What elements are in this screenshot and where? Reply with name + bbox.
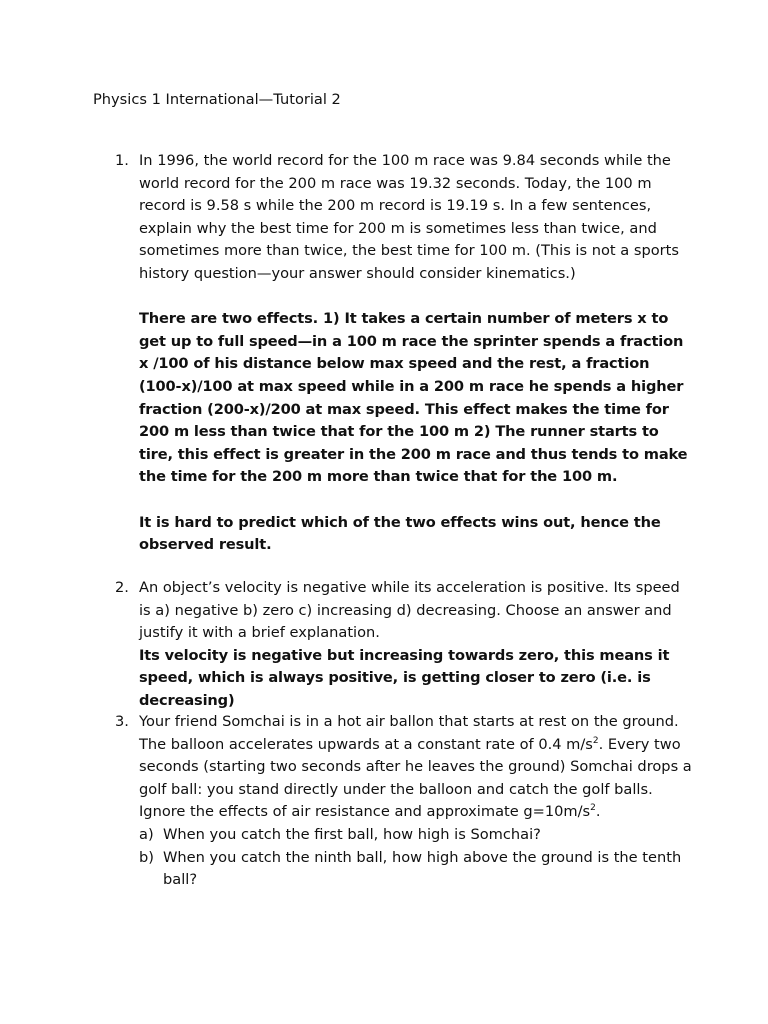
question-3 xyxy=(115,711,695,892)
answer-paragraph: Its velocity is negative but increasing towards zero, this means it speed, which is always positive, is getting closer to zero (i.e. is decreasing) xyxy=(139,646,670,709)
question-2 xyxy=(115,577,695,713)
sub-question-marker: b) xyxy=(139,848,154,866)
sub-question-list xyxy=(139,824,695,892)
answer-paragraph: There are two effects. 1) It takes a certain number of meters x to get up to full speed—in a 100 m race the sprinter spends a fraction x /100 of his distance below max speed and the rest, a fraction (100-x)/100 at max speed while in a 200 m race he spends a higher fraction (200-x)/200 at max speed. This effect makes the time for 200 m less than twice that for the 100 m 2) The runner starts to tire, this effect is greater in the 200 m race and thus tends to make the time for the 200 m more than twice that for the 100 m. xyxy=(139,310,688,486)
question-prompt xyxy=(139,711,695,824)
question-number: 3. xyxy=(115,713,129,730)
sub-question-text: When you catch the ninth ball, how high above the ground is the tenth ball? xyxy=(163,848,682,889)
document-title: Physics 1 International—Tutorial 2 xyxy=(93,91,341,108)
question-1 xyxy=(115,150,695,557)
sub-question-marker: a) xyxy=(139,825,154,843)
sub-question-text: When you catch the first ball, how high is Somchai? xyxy=(163,825,541,843)
question-body xyxy=(139,150,695,557)
superscript: 2 xyxy=(590,803,596,814)
question-body xyxy=(139,711,695,892)
prompt-text: Your friend Somchai is in a hot air ballon that starts at rest on the ground. The balloon accelerates upwards at a constant rate of 0.4 m/s xyxy=(139,713,679,753)
sub-question-a xyxy=(139,824,695,847)
sub-question-b xyxy=(139,847,695,892)
prompt-text: . Every two seconds (starting two seconds after he leaves the ground) Somchai drops a golf ball: you stand directly under the balloon and catch the golf balls. Ignore the effects of air resistance and approximate g=10m/s xyxy=(139,735,692,821)
question-body xyxy=(139,577,695,713)
question-prompt: An object’s velocity is negative while its acceleration is positive. Its speed is a) negative b) zero c) increasing d) decreasing. Choose an answer and justify it with a brief explanation. xyxy=(139,579,680,642)
question-number: 1. xyxy=(115,152,129,169)
question-prompt: In 1996, the world record for the 100 m race was 9.84 seconds while the world record for the 200 m race was 19.32 seconds. Today, the 100 m record is 9.58 s while the 200 m record is 19.19 s. In a few sentences, explain why the best time for 200 m is sometimes less than twice, and sometimes more than twice, the best time for 100 m. (This is not a sports history question—your answer should consider kinematics.) xyxy=(139,152,679,282)
superscript: 2 xyxy=(592,735,599,746)
question-number: 2. xyxy=(115,579,129,596)
prompt-text: . xyxy=(595,803,601,821)
answer-conclusion: It is hard to predict which of the two effects wins out, hence the observed result. xyxy=(139,513,661,554)
